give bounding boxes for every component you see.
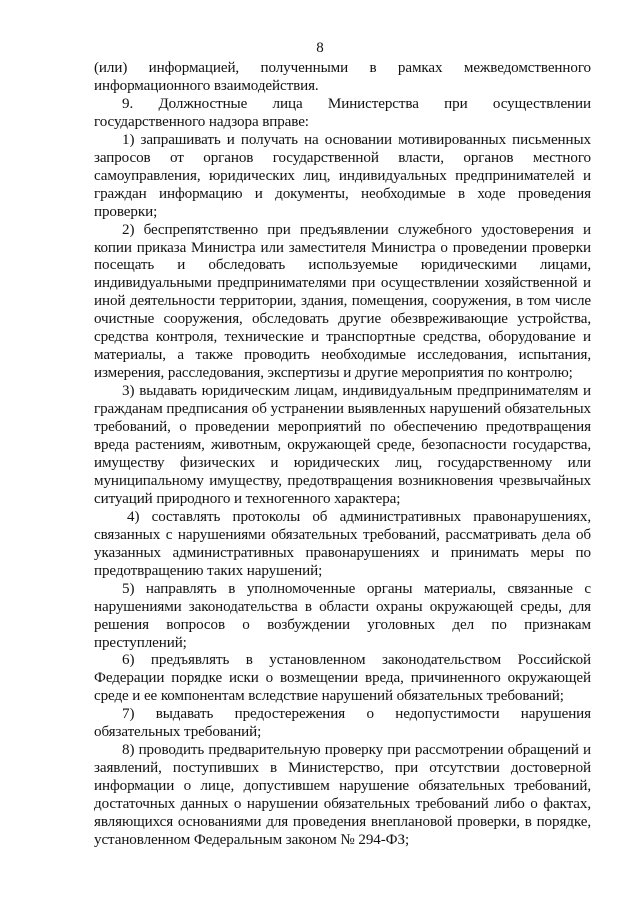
paragraph-item-2: 2) беспрепятственно при предъявлении служебного удостоверения и копии приказа Министра или заместителя Министра о проведении проверки посещать и обследовать используемые юридическими лицами, индивидуальными предпринимателями при осуществлении хозяйственной и иной деятельности территории, здания, помещения, сооружения, в том числе очистные сооружения, обследовать другие обезвреживающие устройства, средства контроля, технические и транспортные средства, оборудование и материалы, а также проводить необходимые исследования, испытания, измерения, расследования, экспертизы и другие мероприятия по контролю; bbox=[94, 221, 591, 382]
paragraph-clause-9: 9. Должностные лица Министерства при осуществлении государственного надзора вправе: bbox=[94, 95, 591, 130]
paragraph-item-1: 1) запрашивать и получать на основании мотивированных письменных запросов от органов государственной власти, органов местного самоуправления, юридических лиц, индивидуальных предпринимателей и граждан информацию и документы, необходимые в ходе проведения проверки; bbox=[94, 131, 591, 220]
paragraph-item-5: 5) направлять в уполномоченные органы материалы, связанные с нарушениями законодательства в области охраны окружающей среды, для решения вопросов о возбуждении уголовных дел по признакам преступлений; bbox=[94, 580, 591, 651]
paragraph-continuation: (или) информацией, полученными в рамках межведомственного информационного взаимодействия. bbox=[94, 60, 591, 94]
paragraph-item-4: 4) составлять протоколы об административных правонарушениях, связанных с нарушениями обязательных требований, рассматривать дела об указанных административных правонарушениях и принимать меры по предотвращению таких нарушений; bbox=[94, 508, 591, 579]
paragraph-item-6: 6) предъявлять в установленном законодательством Российской Федерации порядке иски о возмещении вреда, причиненного окружающей среде и ее компонентам вследствие нарушений обязательных требований; bbox=[94, 652, 591, 705]
paragraph-item-8: 8) проводить предварительную проверку при рассмотрении обращений и заявлений, поступивших в Министерство, при отсутствии достоверной информации о лице, допустившем нарушение обязательных требований, достаточных данных о нарушении обязательных требований либо о фактах, являющихся основаниями для проведения внеплановой проверки, в порядке, установленном Федеральным законом № 294-ФЗ; bbox=[94, 742, 591, 848]
paragraph-item-3: 3) выдавать юридическим лицам, индивидуальным предпринимателям и гражданам предписания об устранении выявленных нарушений обязательных требований, о проведении мероприятий по обеспечению предотвращения вреда растениям, животным, окружающей среде, безопасности государства, имуществу физических и юридических лиц, государственному или муниципальному имуществу, предотвращения возникновения чрезвычайных ситуаций природного и техногенного характера; bbox=[94, 383, 591, 507]
page-number: 8 bbox=[316, 40, 324, 56]
paragraph-item-7: 7) выдавать предостережения о недопустимости нарушения обязательных требований; bbox=[94, 706, 591, 741]
document-body bbox=[94, 60, 591, 850]
